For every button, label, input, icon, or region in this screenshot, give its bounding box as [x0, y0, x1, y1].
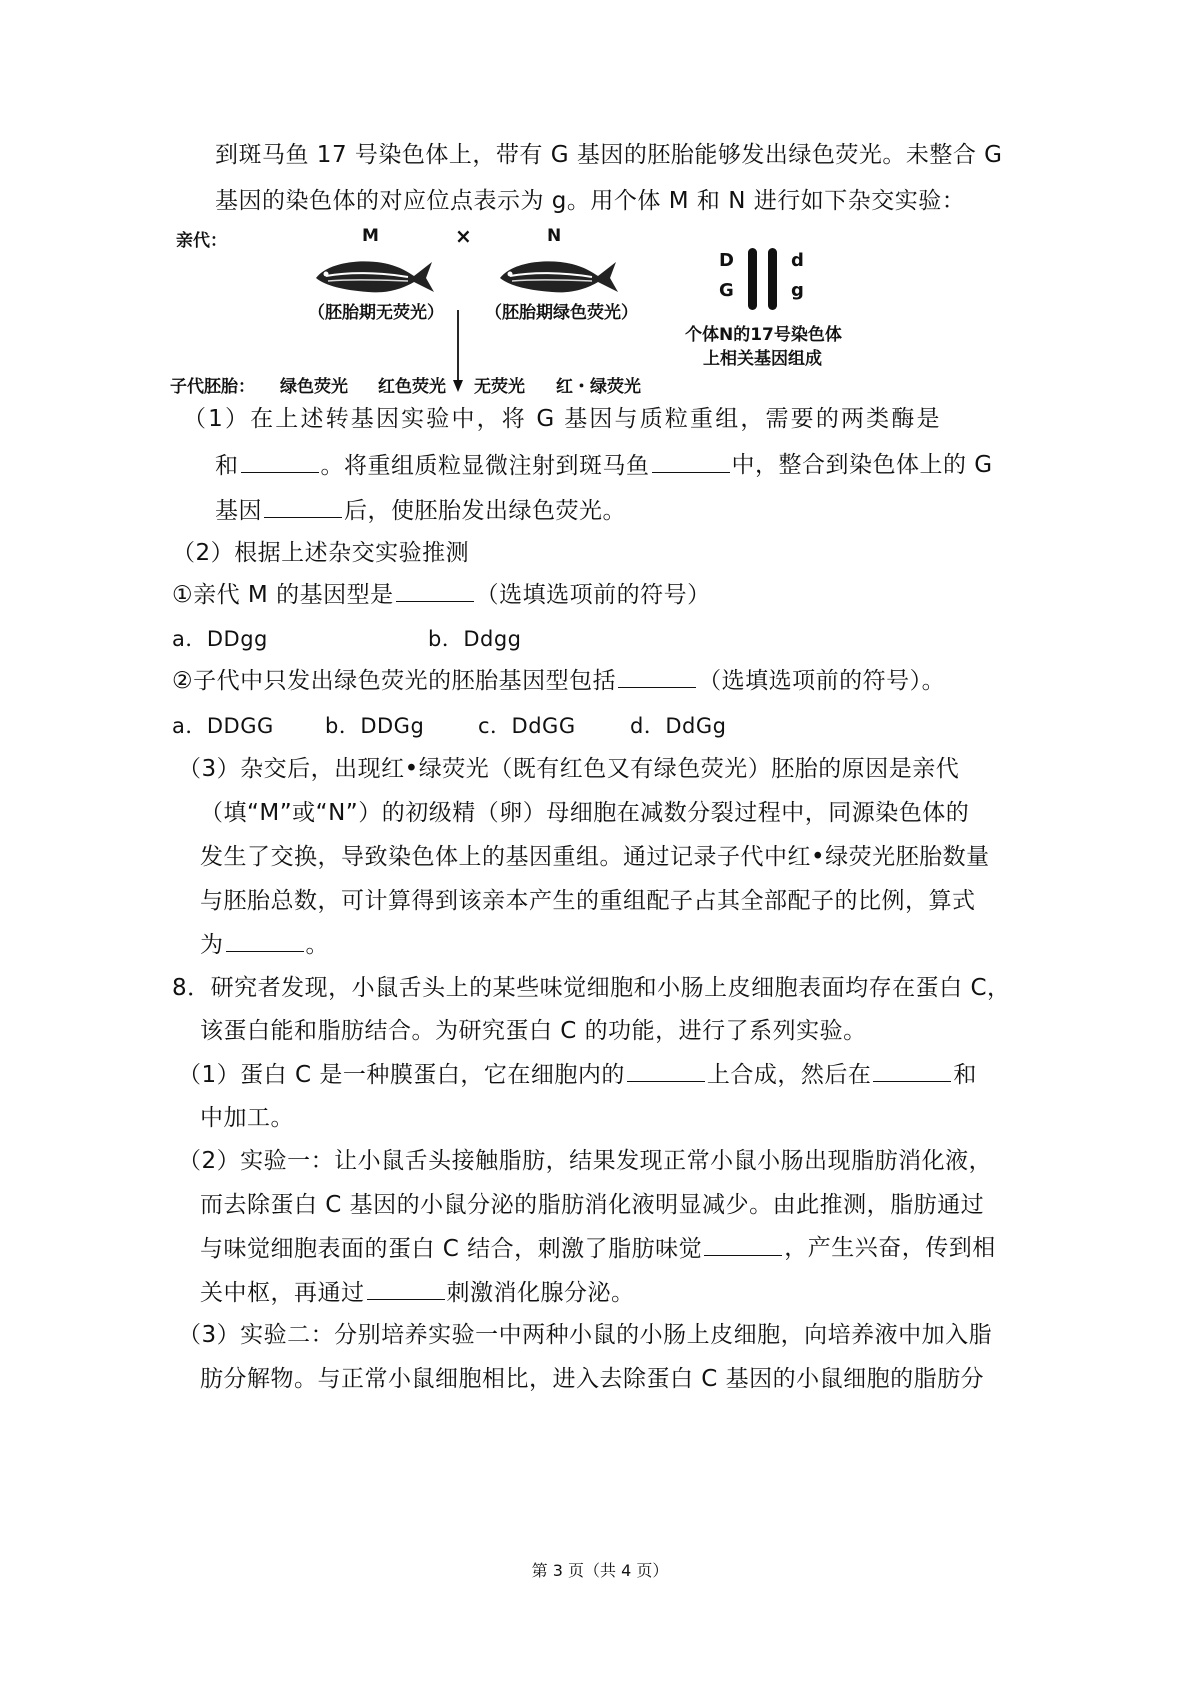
q7-p2-item-2-hint: （选填选项前的符号）。: [698, 668, 946, 694]
q7-p3-line-4: 与胚胎总数，可计算得到该亲本产生的重组配子占其全部配子的比例，算式: [200, 888, 976, 914]
down-arrow-icon: [452, 310, 464, 392]
answer-blank[interactable]: [652, 450, 730, 473]
chrom-label-G: G: [719, 280, 734, 301]
q8-p2-text-d: 刺激消化腺分泌。: [446, 1280, 635, 1306]
q8-p1-text-b: 上合成，然后在: [706, 1062, 872, 1088]
offspring-none: 无荧光: [474, 377, 525, 397]
q8-p2-line-1: （2）实验一：让小鼠舌头接触脂肪，结果发现正常小鼠小肠出现脂肪消化液，: [178, 1148, 993, 1174]
chrom-caption-line-2: 上相关基因组成: [703, 349, 822, 369]
q7-p1-line-1: （1）在上述转基因实验中，将 G 基因与质粒重组，需要的两类酶是: [183, 406, 940, 432]
parent-label: 亲代：: [176, 231, 227, 251]
answer-blank[interactable]: [618, 665, 696, 688]
q7-p2-item-2-text: ②子代中只发出绿色荧光的胚胎基因型包括: [172, 668, 617, 694]
fish-n-caption: （胚胎期绿色荧光）: [485, 303, 638, 323]
chrom-label-g: g: [791, 280, 804, 301]
q8-p2-text-b: ，产生兴奋，传到相: [784, 1235, 996, 1261]
option-c-DdGG[interactable]: c．DdGG: [478, 714, 576, 738]
q7-p2-item-1: [172, 579, 711, 610]
q7-p3-text-formula: 为: [200, 932, 224, 958]
q8-line-2: 该蛋白能和脂肪结合。为研究蛋白 C 的功能，进行了系列实验。: [200, 1018, 867, 1044]
q8-p1-text-a: （1）蛋白 C 是一种膜蛋白，它在细胞内的: [178, 1062, 625, 1088]
answer-blank[interactable]: [704, 1233, 782, 1256]
chromosome-right: [768, 248, 777, 310]
chromosome-left: [748, 248, 757, 310]
q7-p3-line-2: （填“M”或“N”）的初级精（卵）母细胞在减数分裂过程中，同源染色体的: [200, 800, 970, 826]
q7-p3-line-3: 发生了交换，导致染色体上的基因重组。通过记录子代中红•绿荧光胚胎数量: [200, 844, 990, 870]
q7-p1-text-inject: 。将重组质粒显微注射到斑马鱼: [320, 453, 650, 479]
answer-blank[interactable]: [367, 1277, 445, 1300]
q7-p1-text-integrate: 中，整合到染色体上的 G: [731, 452, 993, 478]
q8-p3-line-1: （3）实验二：分别培养实验一中两种小鼠的小肠上皮细胞，向培养液中加入脂: [178, 1322, 993, 1348]
answer-blank[interactable]: [627, 1059, 705, 1082]
q8-p2-line-4: [200, 1277, 635, 1308]
q7-p3-text-end: 。: [305, 932, 329, 958]
q8-p2-text-a: 与味觉细胞表面的蛋白 C 结合，刺激了脂肪味觉: [200, 1236, 703, 1262]
option-b-DDGg[interactable]: b．DDGg: [325, 714, 425, 738]
q7-p1-text-gene: 基因: [215, 498, 262, 524]
q7-p1-text-after: 后，使胚胎发出绿色荧光。: [344, 498, 626, 524]
q8-line-1: 8．研究者发现，小鼠舌头上的某些味觉细胞和小肠上皮细胞表面均存在蛋白 C，: [172, 975, 1011, 1001]
offspring-red-green: 红・绿荧光: [556, 377, 641, 397]
q7-p1-text-and: 和: [215, 453, 239, 479]
offspring-red: 红色荧光: [378, 377, 446, 397]
intro-line-1: 到斑马鱼 17 号染色体上，带有 G 基因的胚胎能够发出绿色荧光。未整合 G: [215, 142, 1003, 168]
chrom-label-d: d: [791, 250, 804, 271]
q8-p2-text-c: 关中枢，再通过: [200, 1280, 365, 1306]
q8-p1-line-1: [178, 1059, 977, 1090]
q8-p2-line-2: 而去除蛋白 C 基因的小鼠分泌的脂肪消化液明显减少。由此推测，脂肪通过: [200, 1192, 985, 1218]
q7-p2-item-1-text: ①亲代 M 的基因型是: [172, 582, 394, 608]
option-d-DdGg[interactable]: d．DdGg: [630, 714, 727, 738]
answer-blank[interactable]: [241, 450, 319, 473]
q7-p2-item-1-hint: （选填选项前的符号）: [475, 582, 711, 608]
fish-n-image: [492, 250, 622, 300]
q8-p2-line-3: [200, 1233, 996, 1264]
option-b-Ddgg[interactable]: b．Ddgg: [428, 627, 522, 651]
offspring-label: 子代胚胎：: [170, 377, 255, 397]
answer-blank[interactable]: [264, 495, 342, 518]
cross-diagram: [170, 220, 930, 400]
parent-m-label: M: [362, 226, 379, 246]
page-number: 第 3 页（共 4 页）: [531, 1561, 669, 1580]
q8-p1-line-2: 中加工。: [200, 1105, 294, 1131]
fish-m-caption: （胚胎期无荧光）: [308, 303, 444, 323]
chrom-caption-line-1: 个体N的17号染色体: [685, 325, 842, 345]
q8-p3-line-2: 肪分解物。与正常小鼠细胞相比，进入去除蛋白 C 基因的小鼠细胞的脂肪分: [200, 1366, 985, 1392]
option-a-DDgg[interactable]: a．DDgg: [172, 627, 268, 651]
offspring-green: 绿色荧光: [280, 377, 348, 397]
q7-p3-line-1: （3）杂交后，出现红•绿荧光（既有红色又有绿色荧光）胚胎的原因是亲代: [178, 756, 960, 782]
q7-p2-item-2: [172, 665, 945, 696]
answer-blank[interactable]: [226, 929, 304, 952]
intro-line-2: 基因的染色体的对应位点表示为 g。用个体 M 和 N 进行如下杂交实验：: [215, 188, 966, 214]
answer-blank[interactable]: [396, 579, 474, 602]
option-a-DDGG[interactable]: a．DDGG: [172, 714, 274, 738]
fish-m-image: [308, 250, 438, 300]
cross-symbol: ×: [455, 224, 472, 248]
q7-p1-line-3: [215, 495, 626, 526]
q7-p1-line-2: [215, 450, 993, 481]
answer-blank[interactable]: [873, 1059, 951, 1082]
q7-p3-line-5: [200, 929, 329, 960]
q8-p1-text-c: 和: [953, 1062, 977, 1088]
q7-p2-heading: （2）根据上述杂交实验推测: [172, 540, 470, 566]
parent-n-label: N: [547, 226, 562, 246]
chrom-label-D: D: [719, 250, 734, 271]
